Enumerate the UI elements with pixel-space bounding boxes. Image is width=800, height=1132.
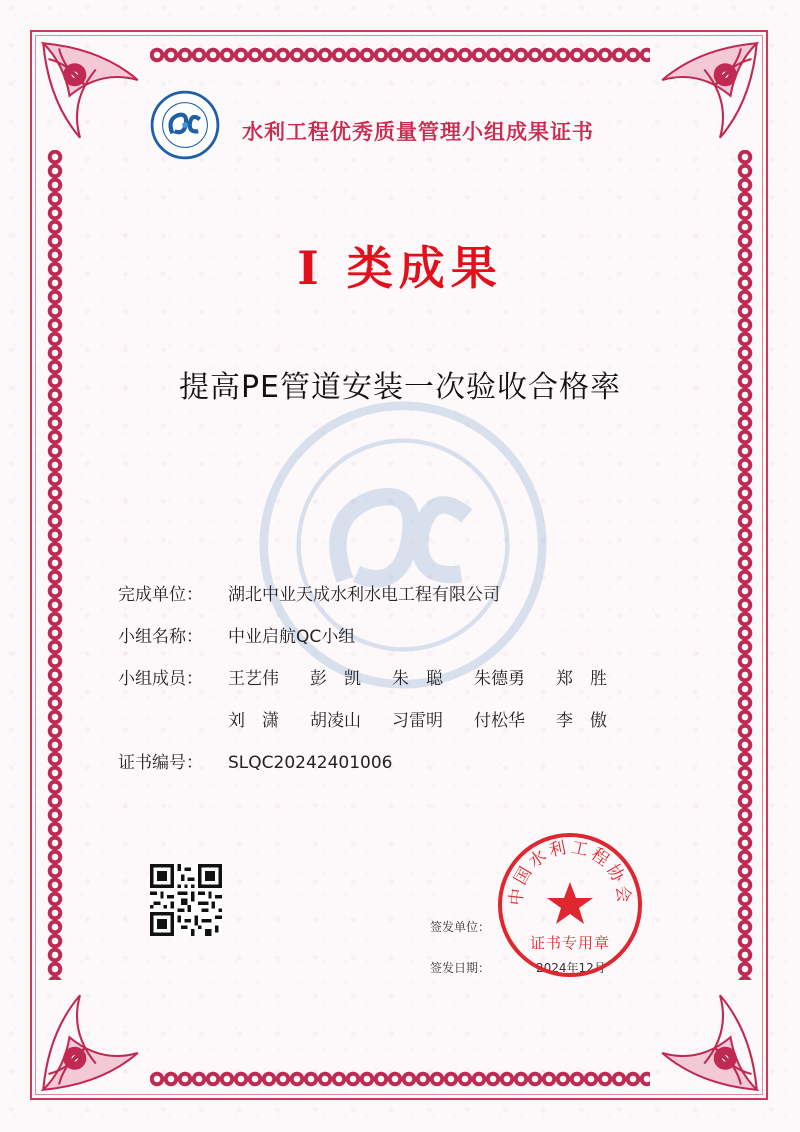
project-title: 提高PE管道安装一次验收合格率 <box>178 370 622 405</box>
unit-label: 完成单位： <box>118 585 203 605</box>
group-value: 中业启航QC小组 <box>228 627 356 647</box>
official-seal-icon <box>495 830 645 980</box>
seal-ring-text: 中国水利工程协会 <box>506 837 634 907</box>
issue-date-label: 签发日期： <box>430 961 491 975</box>
member-name: 王艺伟 <box>228 669 279 689</box>
member-name: 郑 胜 <box>556 669 607 689</box>
certificate-header-title: 水利工程优秀质量管理小组成果证书 <box>242 119 594 144</box>
member-name: 胡凌山 <box>310 711 361 731</box>
cert-number-label: 证书编号： <box>118 753 203 773</box>
member-name: 习雷明 <box>392 711 443 731</box>
award-grade: I 类成果 <box>297 241 503 295</box>
member-name: 刘 潇 <box>228 711 279 731</box>
issue-date-value: 2024年12月 <box>536 961 606 975</box>
member-name: 付松华 <box>474 711 525 731</box>
unit-value: 湖北中业天成水利水电工程有限公司 <box>228 585 500 605</box>
bottom-chain-border <box>150 1068 650 1090</box>
member-name: 朱 聪 <box>392 669 443 689</box>
members-row <box>118 664 228 689</box>
member-name: 朱德勇 <box>474 669 525 689</box>
unit-row <box>118 580 500 605</box>
members-label: 小组成员： <box>118 669 203 689</box>
corner-ornament-top-left-icon <box>38 38 143 143</box>
member-name: 李 傲 <box>556 711 607 731</box>
association-logo-icon <box>150 90 220 160</box>
corner-ornament-top-right-icon <box>657 38 762 143</box>
group-row <box>118 622 355 647</box>
corner-ornament-bottom-right-icon <box>657 990 762 1095</box>
qr-code-icon[interactable] <box>150 864 222 936</box>
corner-ornament-bottom-left-icon <box>38 990 143 1095</box>
cert-number-row <box>118 748 393 773</box>
top-chain-border <box>150 44 650 66</box>
seal-bottom-text: 证书专用章 <box>529 934 611 952</box>
member-name: 彭 凯 <box>310 669 361 689</box>
issuer-label: 签发单位： <box>430 920 491 934</box>
cert-number-value: SLQC20242401006 <box>228 753 393 773</box>
group-label: 小组名称： <box>118 627 203 647</box>
